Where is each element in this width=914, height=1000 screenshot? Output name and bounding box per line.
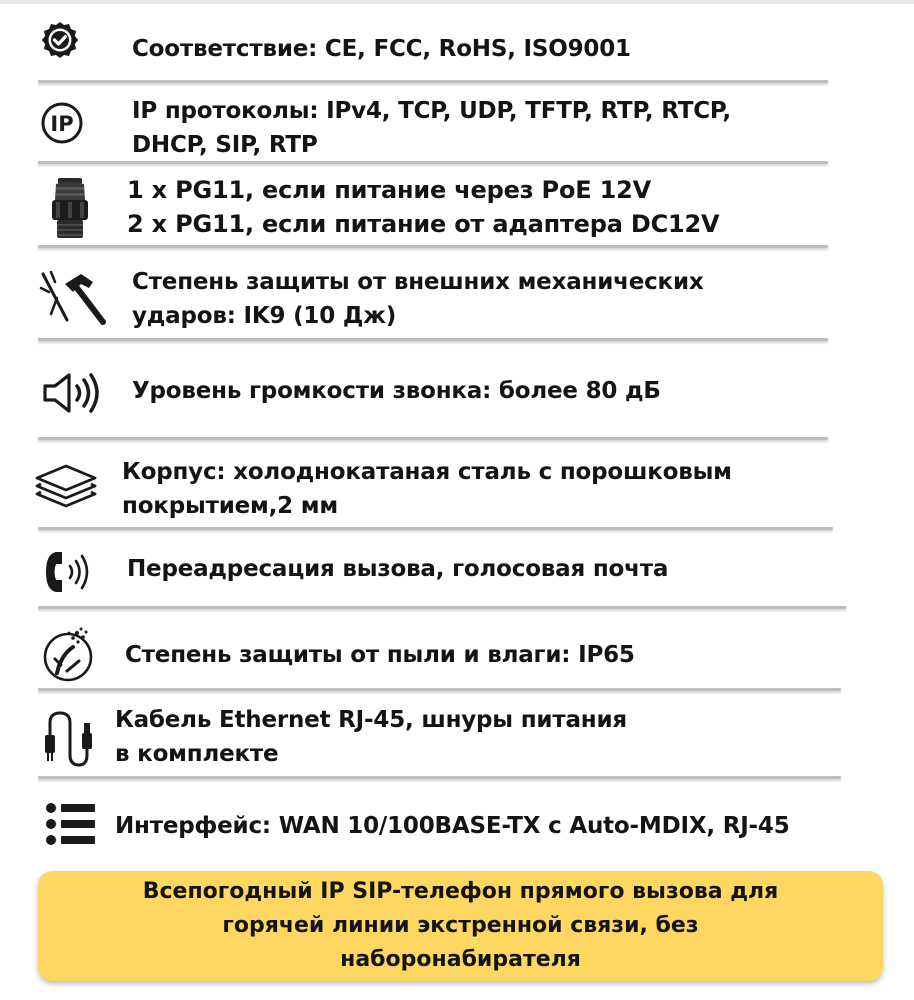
feature-text-line: Степень защиты от внешних механических [132, 269, 704, 295]
feature-text-line: в комплекте [115, 741, 279, 767]
svg-text:IP: IP [50, 112, 74, 136]
banner-text-line: Всепогодный IP SIP-телефон прямого вызова для [142, 879, 779, 904]
feature-text-line: 1 x PG11, если питание через PoE 12V [127, 176, 651, 204]
divider [38, 688, 841, 691]
banner-text-line: наборонабирателя [340, 947, 581, 972]
feature-text-line: DHCP, SIP, RTP [132, 132, 318, 158]
divider [38, 776, 841, 779]
feature-text-line: Степень защиты от пыли и влаги: IP65 [125, 642, 635, 668]
divider [38, 338, 828, 341]
divider [38, 161, 828, 164]
divider [38, 80, 828, 83]
feature-text-line: Переадресация вызова, голосовая почта [127, 556, 669, 582]
phone-ringing-icon [42, 545, 100, 599]
hammer-impact-icon [36, 268, 110, 326]
divider [38, 245, 828, 248]
banner-text-line: горячей линии экстренной связи, без [222, 913, 699, 938]
feature-text-line: 2 x PG11, если питание от адаптера DC12V [127, 210, 720, 238]
water-spray-icon [38, 624, 98, 684]
divider [38, 437, 828, 440]
layers-icon [32, 462, 100, 510]
checkmark-badge-icon [40, 16, 80, 64]
cable-gland-icon [46, 175, 94, 241]
feature-text-line: Соответствие: CE, FCC, RoHS, ISO9001 [132, 36, 631, 62]
ip-icon [40, 101, 84, 145]
divider [38, 527, 833, 530]
product-summary-banner [38, 871, 883, 981]
top-strip [0, 0, 914, 4]
feature-text-line: покрытием,2 мм [122, 493, 338, 519]
feature-text-line: IP протоколы: IPv4, TCP, UDP, TFTP, RTP, RTCP, [132, 98, 731, 124]
feature-text-line: Кабель Ethernet RJ-45, шнуры питания [115, 707, 627, 733]
speaker-volume-icon [40, 370, 104, 416]
feature-text-line: ударов: IK9 (10 Дж) [132, 303, 397, 329]
feature-text-line: Уровень громкости звонка: более 80 дБ [132, 378, 661, 404]
feature-text-line: Корпус: холоднокатаная сталь с порошковым [122, 459, 732, 485]
list-icon [44, 800, 98, 848]
divider [38, 606, 846, 609]
cable-plug-icon [38, 708, 96, 770]
feature-text-line: Интерфейс: WAN 10/100BASE-TX с Auto-MDIX, RJ-45 [115, 813, 790, 839]
